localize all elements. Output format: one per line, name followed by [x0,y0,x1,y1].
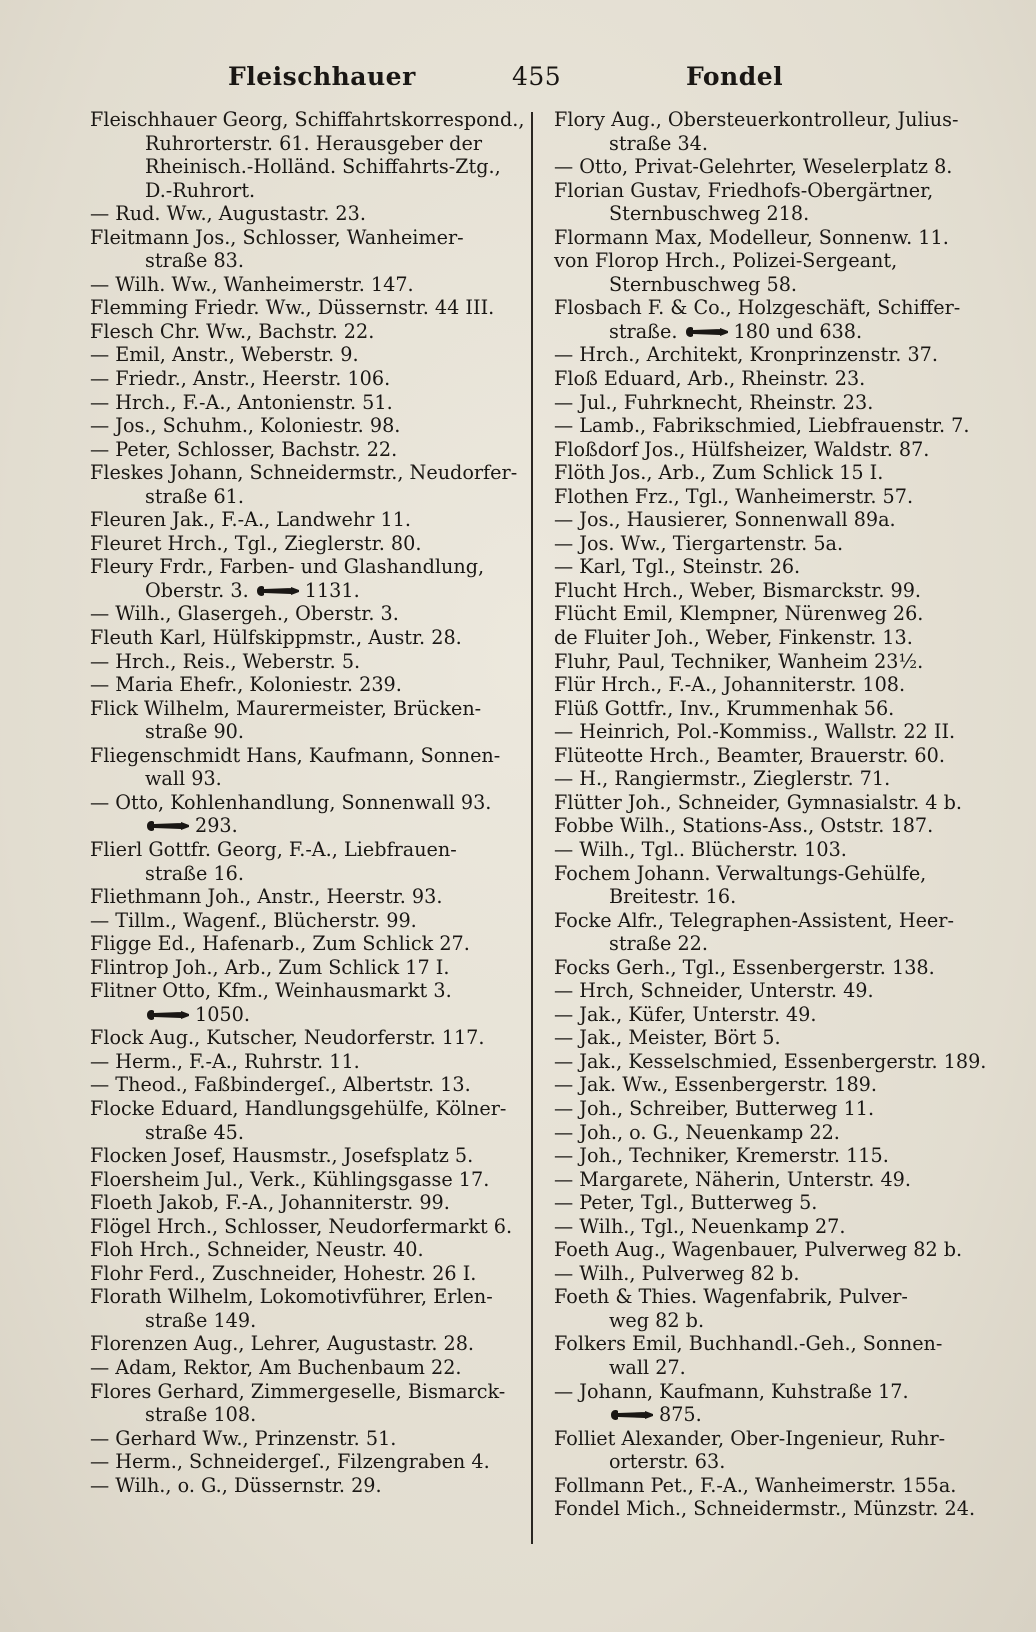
directory-entry [554,1238,986,1262]
entry-line: Flormann Max, Modelleur, Sonnenw. 11. [554,225,949,249]
entry-line: — Wilh. Ww., Wanheimerstr. 147. [90,272,414,296]
telephone-icon [255,584,301,598]
entry-line: — Emil, Anstr., Weberstr. 9. [90,343,359,367]
directory-entry [554,720,986,744]
directory-entry [554,438,986,462]
directory-entry [554,979,986,1003]
entry-line: — Hrch, Schneider, Unterstr. 49. [554,979,874,1003]
entry-line: Flintrop Joh., Arb., Zum Schlick 17 I. [90,955,450,979]
entry-line: Flüß Gottfr., Inv., Krummenhak 56. [554,696,895,720]
entry-line: — Tillm., Wagenf., Blücherstr. 99. [90,908,417,932]
directory-entry [90,367,508,391]
directory-entry [554,602,986,626]
directory-entry [554,956,986,980]
directory-entry [90,932,508,956]
directory-entry [554,838,986,862]
entry-line: — Peter, Tgl., Butterweg 5. [554,1191,818,1215]
directory-entry [554,1332,986,1379]
entry-line: — Hrch., Reis., Weberstr. 5. [90,649,361,673]
entry-line: — Rud. Ww., Augustastr. 23. [90,202,366,226]
directory-entry [554,1026,986,1050]
directory-entry [554,1073,986,1097]
entry-line: Folliet Alexander, Ober-Ingenieur, Ruhr- [554,1426,946,1450]
entry-line: Flocke Eduard, Handlungsgehülfe, Kölner- [90,1096,507,1120]
directory-entry [90,673,508,697]
entry-line: Flosbach F. & Co., Holzgeschäft, Schiffer- [554,296,961,320]
directory-entry [90,320,508,344]
directory-entry [90,391,508,415]
directory-entry [90,1238,508,1262]
entry-line: Follmann Pet., F.-A., Wanheimerstr. 155a. [554,1473,957,1497]
entry-line: — Jak., Meister, Bört 5. [554,1026,781,1050]
entry-continuation-line: wall 27. [609,1355,686,1379]
directory-entry [554,485,986,509]
entry-line: Fleskes Johann, Schneidermstr., Neudorfer- [90,461,518,485]
entry-line: Flock Aug., Kutscher, Neudorferstr. 117. [90,1026,485,1050]
directory-entry [554,1427,986,1474]
entry-line: — Theod., Faßbindergeſ., Albertstr. 13. [90,1073,471,1097]
directory-entry [90,1474,508,1498]
directory-entry [90,1097,508,1144]
entry-line: Focks Gerh., Tgl., Essenbergerstr. 138. [554,955,935,979]
directory-entry [90,956,508,980]
directory-entry [554,1168,986,1192]
entry-continuation-line: straße. 180 und 638. [609,319,863,343]
entry-continuation-line: 293. [90,814,508,838]
directory-entry [90,979,508,1026]
directory-entry [90,1214,513,1239]
entry-line: Fleury Frdr., Farben- und Glashandlung, [90,555,485,579]
directory-entry [554,1003,986,1027]
entry-continuation-line: 875. [554,1403,986,1427]
entry-continuation-line: D.-Ruhrort. [145,178,256,202]
entry-continuation-line: Sternbuschweg 218. [609,202,810,226]
directory-entry [554,650,986,674]
entry-line: Fobbe Wilh., Stations-Ass., Oststr. 187. [554,814,934,838]
telephone-icon [145,1008,191,1022]
entry-line: — Wilh., Glasergeh., Oberstr. 3. [90,602,399,626]
entry-line: — Hrch., F.-A., Antonienstr. 51. [90,390,393,414]
directory-entry [554,697,986,721]
entry-continuation-line: straße 108. [145,1403,257,1427]
directory-entry [90,838,508,885]
entry-continuation-line: straße 34. [609,131,708,155]
directory-entry [554,1262,986,1286]
entry-line: Fleitmann Jos., Schlosser, Wanheimer- [90,225,464,249]
directory-entry [554,1285,986,1332]
entry-line: Foeth & Thies. Wagenfabrik, Pulver- [554,1285,908,1309]
directory-entry [90,108,525,202]
entry-line: Floeth Jakob, F.-A., Johanniterstr. 99. [90,1191,450,1215]
entry-line: Flick Wilhelm, Maurermeister, Brücken- [90,696,482,720]
entry-line: Flores Gerhard, Zimmergeselle, Bismarck- [90,1379,506,1403]
entry-line: Flücht Emil, Klempner, Nürenweg 26. [554,602,924,626]
directory-entry [90,1450,508,1474]
header-first-name: Fleischhauer [228,62,416,91]
entry-line: — Jak., Kesselschmied, Essenbergerstr. 189. [554,1049,987,1073]
directory-entry [90,226,508,273]
entry-line: Flierl Gottfr. Georg, F.-A., Liebfrauen- [90,837,457,861]
entry-line: — Gerhard Ww., Prinzenstr. 51. [90,1426,397,1450]
entry-line: — Jos., Schuhm., Koloniestr. 98. [90,414,401,438]
directory-entry [90,438,508,462]
entry-line: — H., Rangiermstr., Zieglerstr. 71. [554,767,891,791]
telephone-icon [609,1408,655,1422]
directory-entry [554,179,986,226]
entry-line: Fochem Johann. Verwaltungs-Gehülfe, [554,861,927,885]
entry-line: Fluhr, Paul, Techniker, Wanheim 23½. [554,649,924,673]
entry-line: von Florop Hrch., Polizei-Sergeant, [554,249,898,273]
directory-entry [554,1191,986,1215]
directory-entry [90,1144,508,1168]
entry-continuation-line: straße 149. [145,1308,257,1332]
directory-entry [554,909,986,956]
entry-continuation-line: straße 61. [145,484,244,508]
directory-entry [554,461,986,485]
entry-continuation-line: Oberstr. 3. 1131. [145,578,360,602]
entry-line: Flothen Frz., Tgl., Wanheimerstr. 57. [554,484,914,508]
entry-line: — Wilh., Tgl.. Blücherstr. 103. [554,837,847,861]
entry-line: — Jos., Hausierer, Sonnenwall 89a. [554,508,896,532]
directory-entry [554,744,986,768]
directory-entry [90,1285,508,1332]
entry-line: Florath Wilhelm, Lokomotivführer, Erlen- [90,1285,493,1309]
entry-line: — Herm., F.-A., Ruhrstr. 11. [90,1049,360,1073]
directory-entry [90,1262,508,1286]
entry-line: — Johann, Kaufmann, Kuhstraße 17. [554,1379,909,1403]
directory-entry [90,626,508,650]
entry-line: — Jak. Ww., Essenbergerstr. 189. [554,1073,877,1097]
entry-line: Fliethmann Joh., Anstr., Heerstr. 93. [90,885,443,909]
directory-entry [90,1168,508,1192]
entry-line: Flesch Chr. Ww., Bachstr. 22. [90,319,375,343]
telephone-icon [145,819,191,833]
directory-entry [554,1121,986,1145]
entry-line: Fleuret Hrch., Tgl., Zieglerstr. 80. [90,531,422,555]
entry-line: Floßdorf Jos., Hülfsheizer, Waldstr. 87. [554,437,930,461]
entry-continuation-line: straße 45. [145,1120,244,1144]
directory-entry [90,343,508,367]
column-divider [531,112,533,1544]
entry-line: — Heinrich, Pol.-Kommiss., Wallstr. 22 II. [554,720,956,744]
directory-entry [554,391,986,415]
directory-entry [554,1380,986,1427]
entry-line: — Lamb., Fabrikschmied, Liebfrauenstr. 7. [554,414,970,438]
entry-continuation-line: straße 22. [609,932,708,956]
directory-entry [90,602,508,626]
entry-continuation-line: straße 16. [145,861,244,885]
directory-entry [90,1191,508,1215]
directory-entry [90,1073,508,1097]
entry-line: Florenzen Aug., Lehrer, Augustastr. 28. [90,1332,475,1356]
directory-entry [554,508,986,532]
directory-entry [554,791,986,815]
directory-entry [90,202,508,226]
entry-line: — Joh., Schreiber, Butterweg 11. [554,1096,875,1120]
entry-line: — Karl, Tgl., Steinstr. 26. [554,555,801,579]
entry-line: — Jak., Küfer, Unterstr. 49. [554,1002,817,1026]
entry-continuation-line: Sternbuschweg 58. [609,272,798,296]
directory-entry [554,414,986,438]
directory-entry [554,555,986,579]
entry-line: — Wilh., Tgl., Neuenkamp 27. [554,1214,846,1238]
entry-continuation-line: Breitestr. 16. [609,885,737,909]
entry-line: Florian Gustav, Friedhofs-Obergärtner, [554,178,934,202]
entry-continuation-line: straße 83. [145,249,244,273]
directory-entry [554,343,986,367]
directory-entry [90,508,508,532]
entry-line: — Maria Ehefr., Koloniestr. 239. [90,673,402,697]
directory-entry [554,532,986,556]
entry-line: Floersheim Jul., Verk., Kühlingsgasse 17. [90,1167,490,1191]
entry-line: Flöth Jos., Arb., Zum Schlick 15 I. [554,461,884,485]
telephone-icon [684,325,730,339]
directory-entry [90,697,508,744]
entry-line: — Margarete, Näherin, Unterstr. 49. [554,1167,911,1191]
page-number: 455 [512,62,562,91]
directory-entry [554,862,986,909]
directory-entry [90,532,508,556]
directory-entry [554,1050,986,1074]
entry-line: — Joh., o. G., Neuenkamp 22. [554,1120,840,1144]
directory-entry [90,885,508,909]
directory-entry [554,814,986,838]
directory-entry [554,226,986,250]
entry-line: Flory Aug., Obersteuerkontrolleur, Julius- [554,108,959,131]
entry-line: de Fluiter Joh., Weber, Finkenstr. 13. [554,626,913,650]
directory-entry [554,249,986,296]
entry-continuation-line: Rheinisch.-Holländ. Schiffahrts-Ztg., [145,155,501,179]
directory-entry [554,1144,986,1168]
directory-entry [554,367,986,391]
directory-entry [554,296,986,343]
directory-entry [554,1097,986,1121]
header-last-name: Fondel [686,62,784,91]
directory-entry [554,108,986,155]
entry-line: Flohr Ferd., Zuschneider, Hohestr. 26 I. [90,1261,477,1285]
entry-line: Fleuren Jak., F.-A., Landwehr 11. [90,508,412,532]
directory-entry [554,1215,986,1239]
entry-continuation-line: 1050. [90,1003,508,1027]
directory-entry [554,767,986,791]
entry-line: — Otto, Privat-Gelehrter, Weselerplatz 8. [554,155,953,179]
entry-line: Fondel Mich., Schneidermstr., Münzstr. 24. [554,1497,976,1521]
entry-line: Foeth Aug., Wagenbauer, Pulverweg 82 b. [554,1238,963,1262]
directory-entry [554,1497,986,1521]
entry-continuation-line: weg 82 b. [609,1308,705,1332]
directory-entry [554,1474,986,1498]
right-column [554,108,986,1521]
entry-continuation-line: straße 90. [145,720,244,744]
entry-line: Flüteotte Hrch., Beamter, Brauerstr. 60. [554,743,945,767]
directory-entry [90,273,508,297]
running-header [86,62,984,94]
directory-entry [90,296,508,320]
entry-line: — Wilh., o. G., Düssernstr. 29. [90,1473,382,1497]
entry-line: Flür Hrch., F.-A., Johanniterstr. 108. [554,673,906,697]
directory-entry [90,1026,508,1050]
directory-entry [554,626,986,650]
entry-line: Flögel Hrch., Schlosser, Neudorfermarkt 6. [90,1214,513,1238]
directory-entry [554,579,986,603]
entry-continuation-line: wall 93. [145,767,222,791]
directory-entry [90,555,508,602]
directory-entry [90,909,508,933]
entry-line: — Adam, Rektor, Am Buchenbaum 22. [90,1355,462,1379]
entry-continuation-line: Ruhrorterstr. 61. Herausgeber der [145,131,482,155]
entry-line: — Otto, Kohlenhandlung, Sonnenwall 93. [90,790,492,814]
entry-line: Fliegenschmidt Hans, Kaufmann, Sonnen- [90,743,501,767]
entry-line: Flitner Otto, Kfm., Weinhausmarkt 3. [90,979,452,1003]
directory-entry [90,1427,508,1451]
entry-continuation-line: orterstr. 63. [609,1450,726,1474]
entry-line: Fligge Ed., Hafenarb., Zum Schlick 27. [90,932,470,956]
entry-line: — Herm., Schneidergeſ., Filzengraben 4. [90,1450,490,1474]
entry-line: — Jos. Ww., Tiergartenstr. 5a. [554,531,844,555]
entry-line: — Wilh., Pulverweg 82 b. [554,1261,800,1285]
directory-entry [554,155,986,179]
directory-entry [90,461,518,508]
directory-entry [554,673,986,697]
directory-entry [90,1050,508,1074]
entry-line: Flütter Joh., Schneider, Gymnasialstr. 4 b. [554,790,962,814]
entry-line: Fleischhauer Georg, Schiffahrtskorrespond., [90,108,525,131]
directory-entry [90,1380,508,1427]
entry-line: Flemming Friedr. Ww., Düssernstr. 44 III. [90,296,495,320]
directory-entry [90,650,508,674]
left-column [90,108,525,1497]
entry-line: — Friedr., Anstr., Heerstr. 106. [90,367,391,391]
directory-entry [90,1332,508,1356]
directory-entry [90,1356,508,1380]
entry-line: — Jul., Fuhrknecht, Rheinstr. 23. [554,390,874,414]
entry-line: Folkers Emil, Buchhandl.-Geh., Sonnen- [554,1332,943,1356]
entry-line: Floß Eduard, Arb., Rheinstr. 23. [554,367,866,391]
entry-line: Floh Hrch., Schneider, Neustr. 40. [90,1238,424,1262]
entry-line: — Peter, Schlosser, Bachstr. 22. [90,437,398,461]
directory-entry [90,414,508,438]
entry-line: Flocken Josef, Hausmstr., Josefsplatz 5. [90,1144,474,1168]
entry-line: — Joh., Techniker, Kremerstr. 115. [554,1144,889,1168]
entry-line: — Hrch., Architekt, Kronprinzenstr. 37. [554,343,938,367]
entry-line: Focke Alfr., Telegraphen-Assistent, Heer- [554,908,954,932]
directory-entry [90,744,508,791]
directory-entry [90,791,508,838]
entry-line: Fleuth Karl, Hülfskippmstr., Austr. 28. [90,626,462,650]
entry-line: Flucht Hrch., Weber, Bismarckstr. 99. [554,578,922,602]
